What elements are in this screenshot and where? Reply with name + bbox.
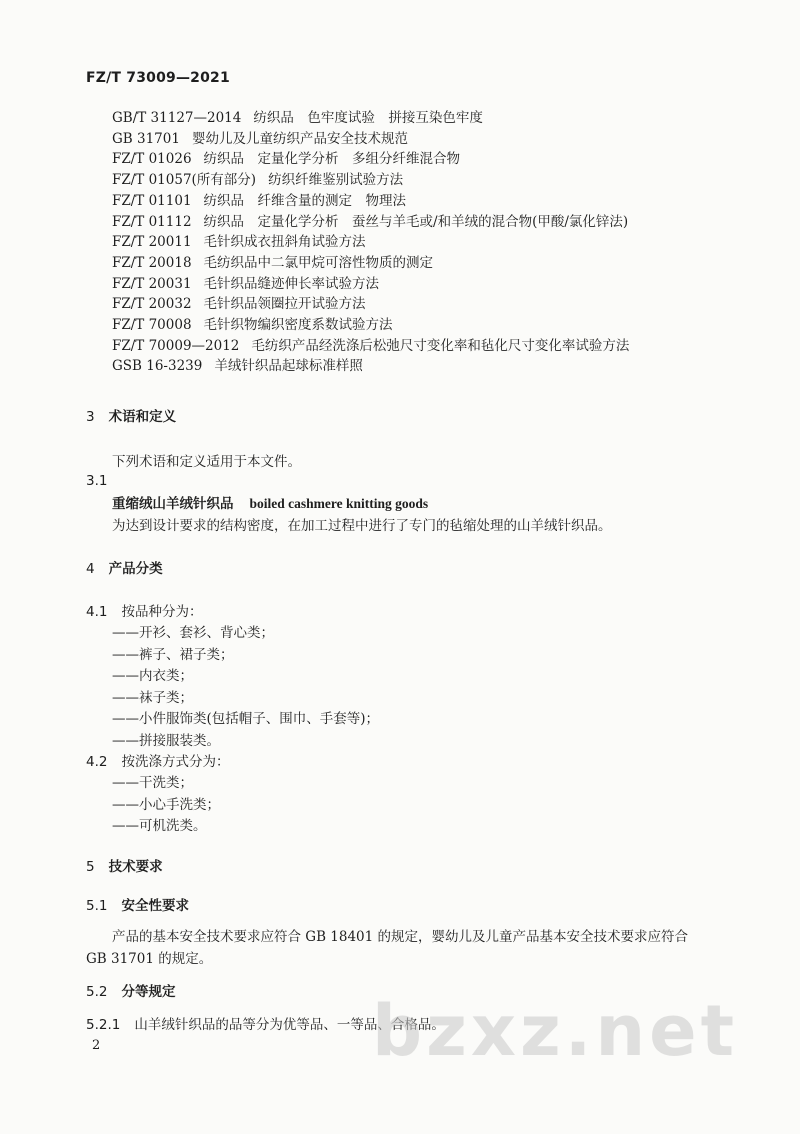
reference-code: FZ/T 20011 [112,234,192,251]
list-item: ——干洗类； [112,775,193,791]
reference-item [112,251,433,271]
section-title: 产品分类 [108,561,163,577]
clause-text: 山羊绒针织品的品等分为优等品、一等品、合格品。 [134,1017,445,1033]
list-item: ——内衣类； [112,668,193,684]
clause-4-1 [86,600,202,620]
reference-title: 毛针织成衣扭斜角试验方法 [203,234,366,251]
list-item: ——袜子类； [112,689,193,706]
reference-title: 毛纺织品中二氯甲烷可溶性物质的测定 [203,254,434,271]
term-chinese: 重缩绒山羊绒针织品 [112,496,234,512]
list-item: ——小件服饰类(包括帽子、围巾、手套等)； [112,711,380,727]
section-title: 技术要求 [108,859,163,875]
section-title: 术语和定义 [108,409,177,425]
reference-item [112,354,363,374]
section-3-heading [86,405,176,425]
reference-item [112,210,628,230]
clause-3-1-number: 3.1 [86,473,108,489]
reference-title: 纺织纤维鉴别试验方法 [268,172,404,189]
reference-code: FZ/T 20032 [112,296,192,313]
section-number: 3 [86,409,95,425]
reference-code: GB/T 31127—2014 [112,110,242,126]
list-item: ——拼接服装类。 [112,732,220,749]
section-5-heading [86,855,163,875]
reference-item [112,189,406,209]
reference-item [112,313,393,333]
watermark: bzxz.net [372,990,739,1072]
list-item: ——可机洗类。 [112,818,207,834]
term-english: boiled cashmere knitting goods [249,496,429,511]
clause-title: 分等规定 [121,984,176,1000]
document-code: FZ/T 73009—2021 [86,70,230,86]
reference-item [112,230,366,250]
list-item: ——开衫、套衫、背心类； [112,625,274,641]
reference-title: 婴幼儿及儿童纺织产品安全技术规范 [191,130,408,147]
reference-item [112,292,366,312]
reference-item [112,334,629,354]
reference-title: 毛纺织产品经洗涤后松弛尺寸变化率和毡化尺寸变化率试验方法 [251,337,630,354]
clause-5-1-line-2: GB 31701 的规定。 [86,951,213,967]
clause-number: 4.2 [86,754,108,770]
reference-code: GSB 16-3239 [112,358,203,375]
reference-code: FZ/T 01057(所有部分) [112,172,257,189]
reference-item [112,168,403,188]
section-number: 5 [86,859,95,875]
reference-title: 纺织品 定量化学分析 多组分纤维混合物 [203,151,461,168]
section-number: 4 [86,561,95,577]
clause-5-1-heading [86,894,189,914]
reference-item [112,147,460,167]
reference-title: 羊绒针织品起球标准样照 [214,358,363,375]
reference-code: FZ/T 70009—2012 [112,337,240,354]
section-3-intro: 下列术语和定义适用于本文件。 [112,454,301,470]
list-item: ——裤子、裙子类； [112,646,234,663]
reference-item [112,106,483,126]
reference-code: FZ/T 70008 [112,317,192,333]
reference-title: 纺织品 纤维含量的测定 物理法 [203,192,407,209]
reference-code: FZ/T 01101 [112,192,192,209]
section-4-heading [86,557,163,577]
page-number: 2 [92,1038,101,1053]
reference-code: FZ/T 01112 [112,213,192,230]
clause-text: 按品种分为： [121,604,203,620]
reference-code: GB 31701 [112,130,180,147]
reference-code: FZ/T 01026 [112,151,192,168]
reference-title: 毛针织品领圈拉开试验方法 [203,296,366,313]
term-definition: 为达到设计要求的结构密度，在加工过程中进行了专门的毡缩处理的山羊绒针织品。 [112,518,612,534]
reference-item [112,272,379,292]
clause-number: 5.1 [86,898,108,914]
clause-number: 5.2 [86,984,108,1000]
reference-code: FZ/T 20018 [112,254,192,271]
clause-4-2 [86,750,229,770]
clause-number: 5.2.1 [86,1017,121,1033]
reference-item [112,127,408,147]
clause-title: 安全性要求 [121,898,189,914]
reference-code: FZ/T 20031 [112,275,192,292]
list-item: ——小心手洗类； [112,796,220,813]
term-entry [112,492,428,512]
reference-title: 纺织品 定量化学分析 蚕丝与羊毛或/和羊绒的混合物(甲酸/氯化锌法) [203,213,629,230]
reference-title: 纺织品 色牢度试验 拼接互染色牢度 [253,110,483,126]
reference-title: 毛针织品缝迹伸长率试验方法 [203,275,380,292]
reference-title: 毛针织物编织密度系数试验方法 [203,317,393,333]
clause-5-2-heading [86,980,175,1000]
clause-number: 4.1 [86,604,108,620]
clause-5-1-line-1: 产品的基本安全技术要求应符合 GB 18401 的规定，婴幼儿及儿童产品基本安全技术要求应符合 [112,929,689,945]
clause-text: 按洗涤方式分为： [121,754,230,770]
